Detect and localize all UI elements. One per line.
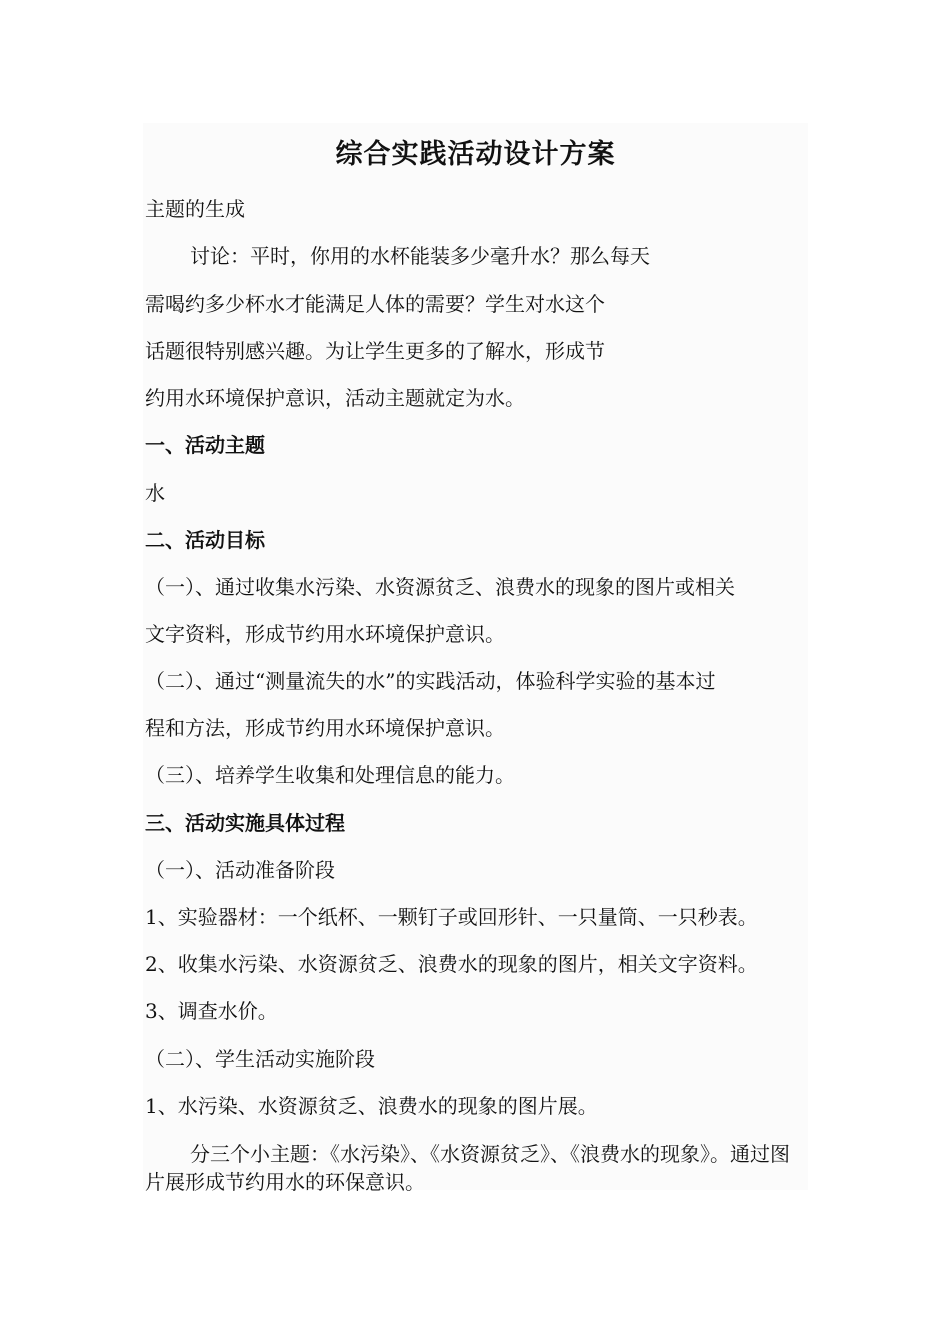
content-area — [143, 123, 808, 1190]
section-heading: 一、活动主题 — [145, 433, 265, 457]
intro-line: 约用水环境保护意识，活动主题就定为水。 — [145, 386, 525, 410]
document-title: 综合实践活动设计方案 — [335, 139, 616, 170]
intro-line: 话题很特别感兴趣。为让学生更多的了解水，形成节 — [145, 339, 605, 363]
goal-line: 文字资料，形成节约用水环境保护意识。 — [145, 622, 505, 646]
process-line: （一）、活动准备阶段 — [145, 858, 335, 882]
process-line: 2、收集水污染、水资源贫乏、浪费水的现象的图片，相关文字资料。 — [145, 952, 758, 976]
final-paragraph: 分三个小主题：《水污染》、《水资源贫乏》、《浪费水的现象》。通过图片展形成节约用水的环保意识。 — [145, 1142, 790, 1194]
goal-line: （三）、培养学生收集和处理信息的能力。 — [145, 763, 515, 787]
section-heading: 三、活动实施具体过程 — [145, 811, 345, 835]
section-text: 水 — [145, 481, 165, 505]
goal-line: （二）、通过“测量流失的水”的实践活动，体验科学实验的基本过 — [145, 669, 716, 693]
section-heading: 二、活动目标 — [145, 528, 265, 552]
goal-line: 程和方法，形成节约用水环境保护意识。 — [145, 716, 505, 740]
process-line: （二）、学生活动实施阶段 — [145, 1047, 375, 1071]
process-line: 1、水污染、水资源贫乏、浪费水的现象的图片展。 — [145, 1094, 598, 1118]
process-line: 1、实验器材：一个纸杯、一颗钉子或回形针、一只量筒、一只秒表。 — [145, 905, 758, 929]
intro-heading: 主题的生成 — [145, 197, 245, 221]
goal-line: （一）、通过收集水污染、水资源贫乏、浪费水的现象的图片或相关 — [145, 575, 735, 599]
process-line: 3、调查水价。 — [145, 999, 278, 1023]
intro-line: 讨论：平时，你用的水杯能装多少毫升水？那么每天 — [190, 244, 650, 268]
intro-line: 需喝约多少杯水才能满足人体的需要？学生对水这个 — [145, 292, 605, 316]
